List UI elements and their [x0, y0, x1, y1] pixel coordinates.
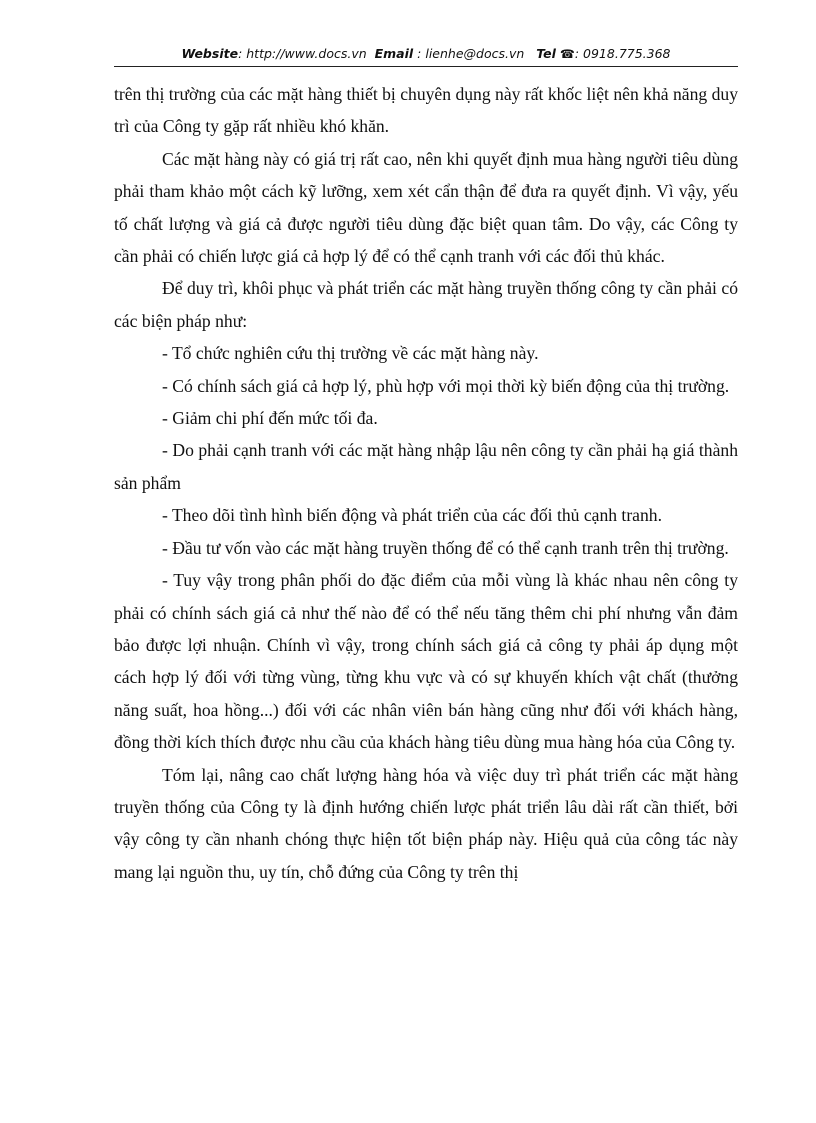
list-item-distribution: - Tuy vậy trong phân phối do đặc điểm của mỗi vùng là khác nhau nên công ty phải có chính sách giá cả như thế nào để có thể nếu tăng thêm chi phí nhưng vẫn đảm bảo được lợi nhuận. Chính vì vậy, trong chính sách giá cả công ty phải áp dụng một cách hợp lý đối với từng vùng, từng khu vực và có sự khuyến khích vật chất (thưởng năng suất, hoa hồng...) đối với các nhân viên bán hàng cũng như đối với khách hàng, đồng thời kích thích được nhu cầu của khách hàng tiêu dùng mua hàng hóa của Công ty. — [114, 570, 738, 753]
list-item-monitor-competitors: - Theo dõi tình hình biến động và phát triển của các đối thủ cạnh tranh. — [162, 505, 662, 526]
phone-icon: ☎ — [559, 47, 575, 61]
list-item-lower-price: - Do phải cạnh tranh với các mặt hàng nhập lậu nên công ty cần phải hạ giá thành sản phẩm — [114, 440, 738, 493]
header-divider — [114, 66, 738, 67]
email-address[interactable]: : lienhe@docs.vn — [417, 46, 525, 61]
tel-label: Tel — [536, 46, 556, 61]
paragraph-pricing: Các mặt hàng này có giá trị rất cao, nên khi quyết định mua hàng người tiêu dùng phải tham khảo một cách kỹ lưỡng, xem xét cẩn thận để đưa ra quyết định. Vì vậy, yếu tố chất lượng và giá cả được người tiêu dùng đặc biệt quan tâm. Do vậy, các Công ty cần phải có chiến lược giá cả hợp lý để có thể cạnh tranh với các đối thủ khác. — [114, 148, 738, 267]
list-item-invest: - Đầu tư vốn vào các mặt hàng truyền thống để có thể cạnh tranh trên thị trường. — [162, 537, 729, 558]
document-body — [114, 78, 738, 888]
paragraph-measures-intro: Để duy trì, khôi phục và phát triển các mặt hàng truyền thống công ty cần phải có các biện pháp như: — [114, 278, 738, 331]
paragraph-continuation: trên thị trường của các mặt hàng thiết bị chuyên dụng này rất khốc liệt nên khả năng duy trì của Công ty gặp rất nhiều khó khăn. — [114, 84, 738, 137]
list-item-market-research: - Tổ chức nghiên cứu thị trường về các mặt hàng này. — [162, 343, 539, 364]
website-label: Website — [181, 46, 239, 61]
website-url[interactable]: : http://www.docs.vn — [238, 46, 367, 61]
list-item-reduce-costs: - Giảm chi phí đến mức tối đa. — [162, 408, 378, 429]
email-label: Email — [374, 46, 414, 61]
page-header — [114, 46, 738, 61]
list-item-pricing-policy: - Có chính sách giá cả hợp lý, phù hợp với mọi thời kỳ biến động của thị trường. — [162, 375, 730, 396]
phone-number: : 0918.775.368 — [574, 46, 671, 61]
paragraph-summary: Tóm lại, nâng cao chất lượng hàng hóa và việc duy trì phát triển các mặt hàng truyền thống của Công ty là định hướng chiến lược phát triển lâu dài rất cần thiết, bởi vậy công ty cần nhanh chóng thực hiện tốt biện pháp này. Hiệu quả của công tác này mang lại nguồn thu, uy tín, chỗ đứng của Công ty trên thị — [114, 764, 738, 882]
